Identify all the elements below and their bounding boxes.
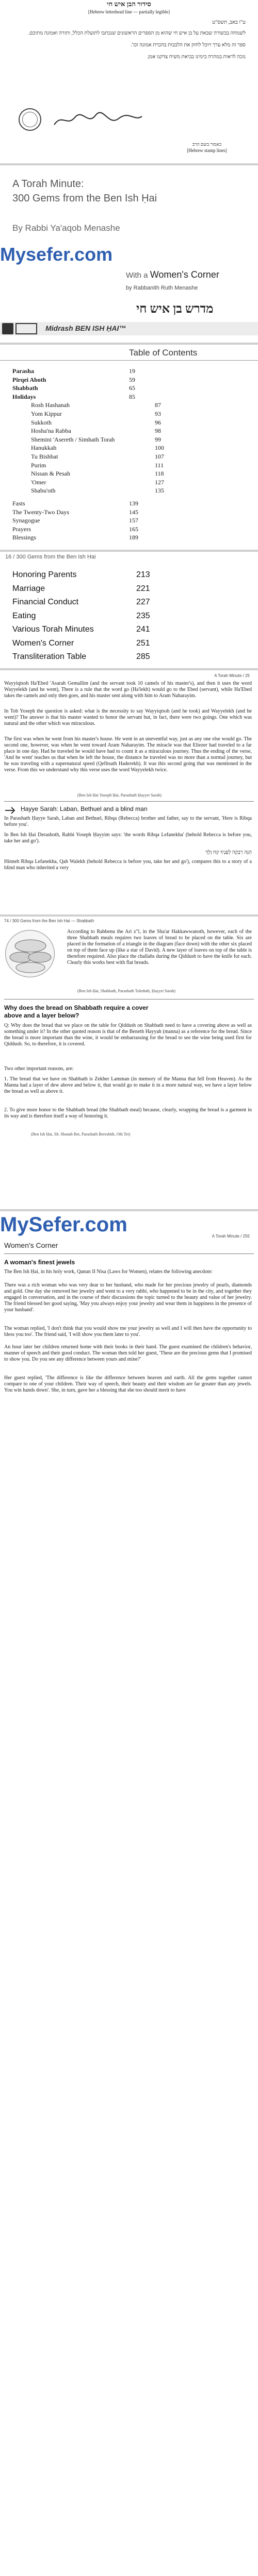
paragraph: In Parashath Ḥayye Sarah, Laban and Bethuel, Ribqa (Rebecca) brother and father, say to the servant, 'Here is Ribqa before you'. (4, 816, 252, 827)
toc-entry-title: Various Torah Minutes (12, 625, 94, 634)
toc-entry-page: 165 (129, 525, 138, 533)
cover-with-line: With a Women's Corner (126, 269, 219, 280)
paragraph: The first was when he went from his master's house. He went in an uneventful way, just as any one else would go. The second one, however, was when he went toward Aram Naharayim. The miracle was that Eliezer had traveled to a far place in one day. Had he traveled he would have had to count it as a miraculous journey. Thus the ending of the verse, 'And he went' teaches us that when he left the house, the distance he traveled was no more than a normal journey, but he was traveling with a supernatural speed (Qefitsath Haderekh). It was this second going that was mentioned in the verse. From this we understand why this verse uses the word Wayyelekh twice. (4, 736, 252, 773)
toc-entry-page: 111 (155, 461, 164, 469)
toc-entry[interactable] (12, 612, 167, 623)
toc-entry[interactable] (0, 419, 258, 426)
toc-entry-page: 87 (155, 401, 161, 409)
toc-entry[interactable] (12, 652, 167, 664)
toc-entry-page: 241 (136, 625, 150, 634)
paragraph: Two other important reasons, are: (4, 1066, 74, 1072)
toc-entry-title: Holidays (12, 393, 36, 400)
toc-entry[interactable] (0, 479, 258, 486)
source-citation: (Ben Ish Ḥai, Sh. Shanah Bet, Parashath Bereshith, Oth Tet) (31, 1132, 131, 1137)
letter-paragraph: ספר זה מלא ערך ויוכל לחזק את הלבבות בהכרת אמונה וכו'. (131, 42, 246, 48)
toc-entry-title: Transliteration Table (12, 652, 87, 661)
toc-entry-page: 65 (129, 384, 135, 392)
toc-entry-page: 19 (129, 367, 135, 375)
toc-entry[interactable] (0, 487, 258, 494)
paragraph: The woman replied, 'I don't think that you would show me your jewelry as well and I will then have the opportunity to bless you too'. The friend said, 'I will show you them later to you'. (4, 1326, 252, 1337)
running-head: 16 / 300 Gems from the Ben Ish Ḥai (5, 554, 96, 560)
toc-entry[interactable] (0, 401, 258, 409)
paragraph: Q: Why does the bread that we place on the table for Qiddush on Shabbath need to have a covering above as well as something under it? In the other quoted reason is that of the Beneth Hayyah (manna) as a reference for the bread. Since the bread is more important than the wine, it would be embarrassing for the bread to see the wine being used first for Qiddush. So, to therefore, it is covered. (4, 1023, 252, 1047)
toc-entry-page: 98 (155, 427, 161, 435)
toc-entry-page: 227 (136, 598, 150, 606)
book-title: A Torah Minute: 300 Gems from the Ben Ish Ḥai (12, 178, 157, 204)
toc-entry-title: Nissan & Pesah (31, 470, 70, 478)
toc-entry-page: 213 (136, 570, 150, 579)
challah-breads-icon (5, 930, 55, 977)
toc-entry-page: 189 (129, 534, 138, 541)
toc-entry-page: 139 (129, 500, 138, 507)
toc-entry-title: Yom Kippur (31, 410, 62, 417)
toc-entry[interactable] (0, 444, 258, 451)
toc-entry-title: Marriage (12, 584, 45, 593)
toc-entry[interactable] (12, 584, 167, 596)
letter-date: ט"ו באב, תשס"ט (212, 20, 246, 25)
running-head: 74 / 300 Gems from the Ben Ish Ḥai — Shabbath (4, 919, 94, 923)
toc-entry[interactable] (0, 393, 258, 400)
letter-paragraph: לשמחה בבשורה שבאת על בן איש חי שהוא מן הספרים הראשונים שנכתבו לתועלת הכלל, ותורה ואמונה מתוכם. (28, 30, 246, 36)
cover-page (0, 173, 258, 337)
toc-entry-title: Women's Corner (12, 638, 74, 648)
page-divider (0, 163, 258, 165)
running-head: A Torah Minute / 255 (212, 1234, 250, 1239)
toc-entry[interactable] (0, 410, 258, 417)
toc-entry-title: Tu Bishbat (31, 453, 58, 460)
rabbi-stamp: כאמור בשם הרב [Hebrew stamp lines] (187, 142, 227, 153)
section-rule (4, 801, 254, 802)
book-author: By Rabbi Ya'aqob Menashe (12, 223, 120, 233)
watermark: Mysefer.com (0, 244, 113, 265)
toc-entry-page: 235 (136, 611, 150, 620)
paragraph: Her guest replied, 'The difference is like the difference between heaven and earth. All the gems together cannot compare to one of your children. Their way of speech, their beauty and their wisdom are far greater than any jewels. You win hands down'. She, in turn, gave her a blessing that she too should merit to have (4, 1375, 252, 1393)
letter-paragraph: נזכה לראות במהרה בימינו בביאת משיח צדקנו אמן. (147, 54, 246, 60)
paragraph: There was a rich woman who was very dear to her husband, who made for her precious jewelry of pearls, diamonds and gold. One day she removed her jewelry and went to a very rabbi, who happened to be in the city, and together they engaged in conversation, and in the course of their discussions the topic turned to the beauty and value of her jewelry. The friend blessed her good saying, 'May you always enjoy your jewelry and wear them in happiness in the presence of your husband'. (4, 1282, 252, 1313)
toc-entry-title: Pirqei Aboth (12, 376, 46, 383)
paragraph: In Tob Yoseph the question is asked: what is the necessity to say Wayyiqtsoh (and he took) and Wayyelekh (and he went)? The answer is that his master wanted to honor the servant but, in fact, there were two goings. One which was natural and the other which was miraculous. (4, 708, 252, 726)
rabbinic-seal-icon (19, 108, 41, 131)
hebrew-quote: הִנֵּה רִבְקָה לְפָנֶיךָ קַח וָלֵךְ (205, 850, 252, 855)
toc-entry[interactable] (12, 639, 167, 650)
toc-entry-page: 59 (129, 376, 135, 383)
toc-entry-page: 157 (129, 517, 138, 524)
letterhead-title: סידור הבן איש חי (107, 0, 151, 8)
logo-frame-icon (15, 323, 37, 334)
page-255 (0, 1211, 258, 2576)
toc-entry-title: Eating (12, 611, 36, 620)
toc-entry-title: Rosh Hashanah (31, 401, 70, 409)
paragraph: 1. The bread that we have on Shabbath is Zekher Lamman (in memory of the Manna that fell from Heaven). As the Manna had a layer of dew above and below it, that would go to make it in a more natural way, we have a layer below the bread as well as above it. (4, 1076, 252, 1094)
toc-entry[interactable] (0, 367, 258, 375)
subsection-heading: A woman's finest jewels (4, 1259, 75, 1266)
source-citation: (Ben Ish Ḥai Yoseph Ḥai, Parashath Ḥayyei Sarah) (77, 793, 162, 798)
toc-entry[interactable] (12, 570, 167, 582)
toc-entry-title: Financial Conduct (12, 598, 79, 606)
toc-entry-title: Shabbath (12, 384, 38, 392)
paragraph: Wayyiqtsoh Ha'Ebed 'Asarah Gemallim (and the servant took 10 camels of his master's), and then it uses the word Wayyelekh (and he went), There is a rule that the word go (Ha'lekh) would go to the Ebed (servant), while Ha'Ebed takes the camels and only then goes, and his master sent along with him to Aram Naharayim. (4, 681, 252, 699)
toc-entry-page: 85 (129, 393, 135, 400)
toc-entry-title: Hanukkah (31, 444, 57, 452)
paragraph: An hour later her children returned home with their books in their hand. The guest examined the children's behavior, manner of speech and their good conduct. The woman then told her guest, 'These are the precious gems that I promised to show you. Do you see any difference between yours and mine?' (4, 1344, 252, 1362)
toc-entry[interactable] (0, 453, 258, 460)
cover-by-line: by Rabbanith Ruth Menashe (126, 285, 198, 291)
toc-entry[interactable] (12, 625, 167, 636)
toc-entry-title: Purim (31, 461, 46, 469)
side-paragraph: According to Rabbenu the Ari z"l, in the Sha'ar Hakkawwanoth, however, each of the three Shabbath meals requires two loaves of bread to be placed on the table. Six are placed in the formation of a triangle in the diagram (face down) with the other six placed on top of them face up (like a star of David). A new layer of loaves on top of the table is therefore required. Also place the challahs during the Qiddush to have the knife for each. Clearly this works best with flat breads. (67, 929, 252, 965)
toc-entry-page: 96 (155, 418, 161, 426)
toc-entry[interactable] (12, 598, 167, 609)
letterhead-subtitle: [Hebrew letterhead line — partially legible] (88, 9, 170, 14)
table-of-contents (0, 345, 258, 549)
toc-entry-title: Synagogue (12, 517, 40, 524)
paragraph: 2. To give more honor to the Shabbath bread (the Shabbath meal) because, clearly, wrapping the bread is a garment in its way and is therefore itself a way of honoring it. (4, 1107, 252, 1119)
toc-entry-title: Honoring Parents (12, 570, 77, 579)
toc-entry[interactable] (0, 517, 258, 524)
toc-entry-page: 251 (136, 638, 150, 648)
toc-entry[interactable] (0, 534, 258, 541)
toc-entry-title: Shemini 'Asereth / Simhath Torah (31, 435, 115, 443)
toc-entry[interactable] (0, 376, 258, 383)
toc-entry[interactable] (0, 509, 258, 516)
table-of-contents-continued (0, 552, 258, 667)
question-heading: Why does the bread on Shabbath require a cover above and a layer below? (4, 1004, 149, 1019)
paragraph: The Ben Ish Ḥai, in his holy work, Qanun II Nisa (Laws for Women), relates the following anecdote: (4, 1269, 213, 1275)
section-heading: Women's Corner (4, 1241, 58, 1249)
toc-entry-page: 99 (155, 435, 161, 443)
approbation-letter (0, 0, 258, 162)
toc-entry-page: 100 (155, 444, 164, 452)
toc-entry-title: Parasha (12, 367, 34, 375)
toc-entry-page: 118 (155, 470, 164, 478)
toc-entry-title: 'Omer (31, 478, 46, 486)
page-74 (0, 917, 258, 1208)
section-rule (4, 1253, 254, 1254)
toc-entry[interactable] (0, 470, 258, 477)
toc-entry[interactable] (0, 436, 258, 443)
publisher-logo: Midrash BEN ISH ḤAI™ (0, 322, 258, 335)
toc-entry-page: 221 (136, 584, 150, 593)
toc-entry-page: 107 (155, 453, 164, 460)
paragraph: Hinneh Ribqa Lefanekha, Qah Walekh (behold Rebecca is before you, take her and go'), compares this to a story of a blind man who inherited a very (4, 859, 252, 871)
toc-rule (0, 360, 258, 361)
toc-entry-page: 127 (155, 478, 164, 486)
toc-entry-title: Hosha'na Rabba (31, 427, 71, 435)
source-citation: (Ben Ish Ḥai, Shabbath, Parashath Toledoth, Ḥayyei Sarah) (77, 989, 175, 993)
watermark: MySefer.com (0, 1213, 127, 1236)
running-head: A Torah Minute / 25 (214, 673, 250, 678)
toc-entry-page: 93 (155, 410, 161, 417)
section-heading: Ḥayye Sarah: Laban, Bethuel and a blind man (21, 805, 148, 812)
toc-entry-page: 135 (155, 487, 164, 495)
toc-entry[interactable] (0, 526, 258, 533)
toc-entry[interactable] (0, 427, 258, 434)
toc-entry-title: Fasts (12, 500, 25, 507)
toc-entry-title: Blessings (12, 534, 37, 541)
toc-entry-title: Prayers (12, 525, 31, 533)
toc-entry-title: Sukkoth (31, 418, 52, 426)
toc-entry[interactable] (0, 462, 258, 469)
signature-icon (52, 111, 144, 130)
toc-entry-title: The Twenty-Two Days (12, 508, 70, 516)
toc-entry-page: 145 (129, 508, 138, 516)
paragraph: In Ben Ish Ḥai Derashoth, Rabbi Yoseph Ḥayyim says: 'the words Ribqa Lefanekha' (behold Rebecca is before you, take her and go'). (4, 832, 252, 844)
page-25 (0, 670, 258, 913)
signature-block (0, 108, 258, 160)
toc-entry-page: 285 (136, 652, 150, 661)
section-arrow-icon (4, 805, 19, 816)
toc-entry[interactable] (0, 384, 258, 392)
toc-heading: Table of Contents (129, 348, 198, 358)
toc-entry-title: Shabu'oth (31, 487, 56, 495)
hebrew-title: מדרש בן איש חי (136, 302, 214, 316)
logo-mark-icon (2, 323, 13, 334)
toc-entry[interactable] (0, 500, 258, 507)
